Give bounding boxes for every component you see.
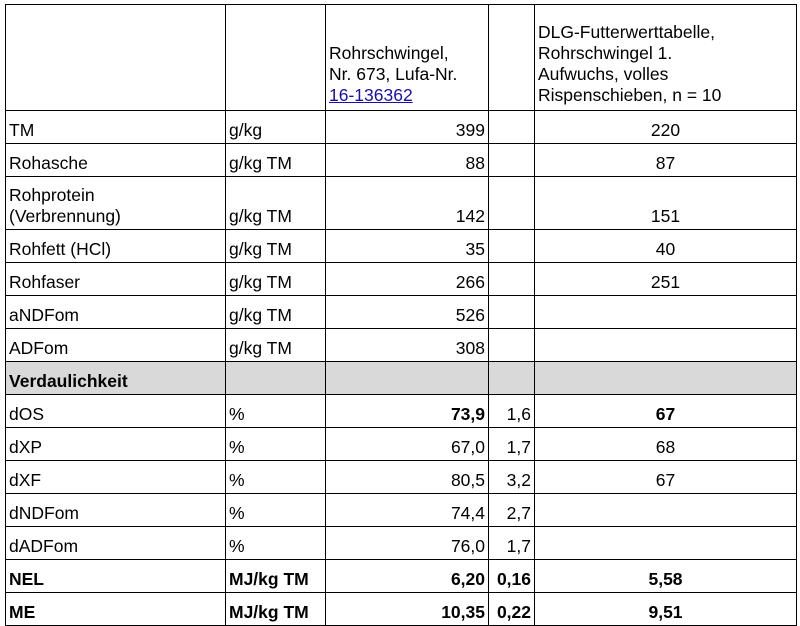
row-sd: 1,7: [489, 527, 535, 560]
table-row: [6, 461, 797, 494]
row-value: 73,9: [326, 395, 489, 428]
row-unit: %: [226, 461, 326, 494]
row-label: Rohfett (HCl): [6, 230, 226, 263]
row-unit: g/kg: [226, 111, 326, 144]
row-label: aNDFom: [6, 296, 226, 329]
table-row: [6, 560, 797, 593]
header-dlg: [535, 5, 797, 111]
row-value: 308: [326, 329, 489, 362]
row-value: 142: [326, 177, 489, 230]
row-label: TM: [6, 111, 226, 144]
row-value: 526: [326, 296, 489, 329]
row-unit: %: [226, 527, 326, 560]
row-sd: [489, 111, 535, 144]
row-dlg: [535, 296, 797, 329]
row-value: 80,5: [326, 461, 489, 494]
table-row: [6, 177, 797, 230]
section-empty: [326, 362, 489, 395]
row-label: Rohasche: [6, 144, 226, 177]
row-dlg: [535, 494, 797, 527]
header-dlg-line2: Rohrschwingel 1.: [538, 43, 673, 63]
row-value: 10,35: [326, 593, 489, 626]
row-label: ME: [6, 593, 226, 626]
row-unit: %: [226, 494, 326, 527]
row-label: dXP: [6, 428, 226, 461]
table-row: [6, 144, 797, 177]
row-value: 74,4: [326, 494, 489, 527]
header-sample-line2: Nr. 673, Lufa-Nr.: [329, 64, 458, 84]
row-label: dOS: [6, 395, 226, 428]
row-dlg: 251: [535, 263, 797, 296]
row-sd: 0,22: [489, 593, 535, 626]
row-unit: %: [226, 395, 326, 428]
row-sd: [489, 263, 535, 296]
table-row: [6, 494, 797, 527]
row-label-line1: Rohprotein: [9, 185, 95, 205]
row-sd: 0,16: [489, 560, 535, 593]
row-label: NEL: [6, 560, 226, 593]
header-empty-unit: [226, 5, 326, 111]
table-row: [6, 329, 797, 362]
table-row: [6, 111, 797, 144]
row-sd: [489, 177, 535, 230]
row-unit: g/kg TM: [226, 296, 326, 329]
header-empty-sd: [489, 5, 535, 111]
row-dlg: 67: [535, 395, 797, 428]
row-unit: %: [226, 428, 326, 461]
table-row: [6, 230, 797, 263]
row-dlg: 68: [535, 428, 797, 461]
header-sample: [326, 5, 489, 111]
row-dlg: 87: [535, 144, 797, 177]
row-dlg: 40: [535, 230, 797, 263]
section-empty: [489, 362, 535, 395]
row-label: Rohfaser: [6, 263, 226, 296]
row-unit: g/kg TM: [226, 230, 326, 263]
row-dlg: [535, 527, 797, 560]
row-label-line2: (Verbrennung): [9, 206, 121, 226]
section-empty: [535, 362, 797, 395]
row-sd: [489, 329, 535, 362]
table-row: [6, 428, 797, 461]
row-dlg: [535, 329, 797, 362]
row-label: dXF: [6, 461, 226, 494]
section-label: Verdaulichkeit: [6, 362, 226, 395]
row-sd: 3,2: [489, 461, 535, 494]
table-header-row: [6, 5, 797, 111]
row-dlg: 67: [535, 461, 797, 494]
feed-value-table: [5, 4, 797, 626]
row-label: ADFom: [6, 329, 226, 362]
row-sd: 1,7: [489, 428, 535, 461]
row-value: 6,20: [326, 560, 489, 593]
row-value: 88: [326, 144, 489, 177]
row-dlg: 151: [535, 177, 797, 230]
row-value: 76,0: [326, 527, 489, 560]
row-label: [6, 177, 226, 230]
table-row: [6, 527, 797, 560]
lufa-number-link[interactable]: 16-136362: [329, 85, 413, 105]
table-row: [6, 395, 797, 428]
header-sample-line1: Rohrschwingel,: [329, 43, 449, 63]
table-row: [6, 593, 797, 626]
row-sd: 1,6: [489, 395, 535, 428]
row-unit: g/kg TM: [226, 263, 326, 296]
header-empty-label: [6, 5, 226, 111]
row-unit: MJ/kg TM: [226, 593, 326, 626]
row-sd: 2,7: [489, 494, 535, 527]
row-value: 67,0: [326, 428, 489, 461]
row-sd: [489, 144, 535, 177]
row-value: 35: [326, 230, 489, 263]
header-dlg-line1: DLG-Futterwerttabelle,: [538, 22, 716, 42]
header-dlg-line3: Aufwuchs, volles: [538, 64, 669, 84]
row-sd: [489, 296, 535, 329]
row-dlg: 5,58: [535, 560, 797, 593]
row-unit: g/kg TM: [226, 144, 326, 177]
row-dlg: 220: [535, 111, 797, 144]
table-row: [6, 296, 797, 329]
row-label: dNDFom: [6, 494, 226, 527]
table-row: [6, 263, 797, 296]
row-value: 266: [326, 263, 489, 296]
row-unit: g/kg TM: [226, 329, 326, 362]
section-empty: [226, 362, 326, 395]
row-label: dADFom: [6, 527, 226, 560]
row-value: 399: [326, 111, 489, 144]
section-row-digestibility: [6, 362, 797, 395]
row-unit: MJ/kg TM: [226, 560, 326, 593]
row-dlg: 9,51: [535, 593, 797, 626]
row-unit: g/kg TM: [226, 177, 326, 230]
header-dlg-line4: Rispenschieben, n = 10: [538, 85, 722, 105]
row-sd: [489, 230, 535, 263]
